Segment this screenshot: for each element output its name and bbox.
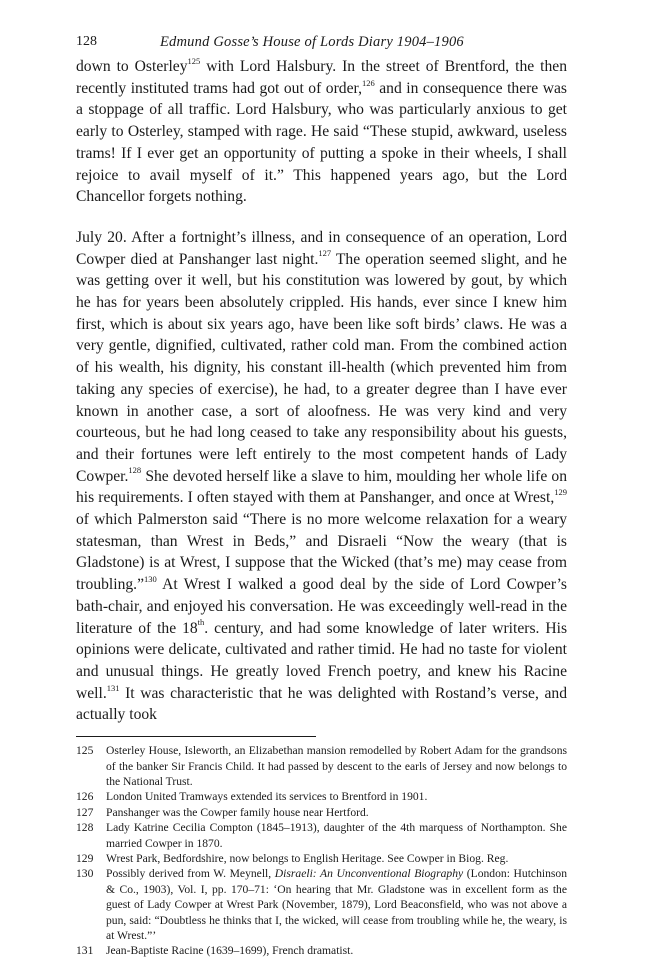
text-run: It was characteristic that he was delighted with Rostand’s verse, and actually took [76, 684, 567, 724]
footnote-number: 126 [76, 790, 94, 804]
footnote-text [106, 820, 567, 851]
footnote-ref: 126 [361, 77, 375, 88]
paragraph [76, 227, 567, 726]
footnote-text [106, 851, 567, 866]
italic-title: Disraeli: An Unconventional Biography [274, 867, 464, 881]
footnote-number: 128 [76, 821, 94, 835]
footnote-text [106, 943, 567, 958]
footnote-number: 129 [76, 851, 94, 865]
footnote-text [106, 866, 567, 943]
text-run: Wrest Park, Bedfordshire, now belongs to English Heritage. See Cowper in Biog. Reg. [106, 851, 509, 865]
footnote [76, 943, 567, 958]
text-run: The operation seemed slight, and he was getting over it well, but his constitution was lowered by gout, by which he has for years been absolutely crippled. His hands, ever since I knew him first, which is about six years ago, have been like soft birds’ claws. He was a very gentle, dignified, cultivated, rather cold man. From the combined action of his wealth, his dignity, his constant ill-health (which prevented him from taking any species of exercise), he had, to a greater degree than I have ever known in another case, a sort of aloofness. He was very kind and very courteous, but he had long ceased to take any responsibility about his guests, and their fortunes were left entirely to the most competent hands of Lady Cowper. [76, 250, 567, 485]
footnotes [76, 743, 567, 959]
footnote-number: 130 [76, 867, 94, 881]
footnote-ref: 125 [187, 55, 201, 66]
text-run: and in consequence there was a stoppage of all traffic. Lord Halsbury, who was particularly anxious to get early to Osterley, stamped with rage. He said “These stupid, awkward, useless trams! If I ever get an opportunity of putting a spoke in their wheels, I shall rejoice to avail myself of it.” This happened years ago, but the Lord Chancellor forgets nothing. [76, 79, 567, 206]
footnote [76, 866, 567, 943]
running-header [76, 34, 567, 56]
footnote-number: 125 [76, 744, 94, 758]
footnote [76, 805, 567, 820]
footnote [76, 820, 567, 851]
footnote-ref: 128 [128, 465, 142, 476]
footnote-number: 131 [76, 944, 94, 958]
footnote-rule [76, 736, 316, 737]
footnote-ref: 129 [554, 487, 567, 498]
footnote-text [106, 743, 567, 789]
text-run: Panshanger was the Cowper family house near Hertford. [106, 805, 369, 819]
text-run: Lady Katrine Cecilia Compton (1845–1913), daughter of the 4th marquess of Northampton. She married Cowper in 1870. [106, 821, 567, 850]
text-run: Jean-Baptiste Racine (1639–1699), French dramatist. [106, 944, 354, 958]
footnote-number: 127 [76, 805, 94, 819]
footnote-ref: 130 [144, 573, 157, 584]
text-run: . century, and had some knowledge of later writers. His opinions were delicate, cultivated and rather timid. He had no taste for violent and unusual things. He greatly loved French poetry, and knew his Racine well. [76, 619, 568, 702]
text-run: down to Osterley [76, 58, 188, 75]
footnote [76, 743, 567, 789]
body-text [76, 56, 567, 726]
footnote [76, 851, 567, 866]
text-run: Possibly derived from W. Meynell, [106, 867, 275, 881]
footnote-text [106, 805, 567, 820]
text-run: London United Tramways extended its services to Brentford in 1901. [106, 790, 428, 804]
book-page [76, 34, 567, 959]
footnote-text [106, 789, 567, 804]
running-title: Edmund Gosse’s House of Lords Diary 1904–1906 [160, 34, 464, 50]
footnote-ref: 131 [106, 682, 120, 693]
text-run: Osterley House, Isleworth, an Elizabethan mansion remodelled by Robert Adam for the grandsons of the banker Sir Francis Child. It had passed by descent to the earls of Jersey and now belongs to the National Trust. [106, 744, 567, 788]
text-run: (London: Hutchinson & Co., 1903), Vol. I, pp. 170–71: ‘On hearing that Mr. Gladstone was in excellent form as the guest of Lady Cowper at Wrest Park (November, 1879), Lord Beaconsfield, who was not above a pun, said: “Doubtless he thinks that I, the wicked, will cease from troubling while he, the weary, is at Wrest.”’ [106, 867, 567, 942]
footnote [76, 789, 567, 804]
footnote-ref: th [197, 617, 205, 628]
paragraph [76, 56, 567, 208]
page-number: 128 [76, 34, 97, 49]
text-run: July 20. After a fortnight’s illness, and in consequence of an operation, Lord Cowper died at Panshanger last night. [76, 228, 567, 268]
text-run: with Lord Halsbury. In the street of Brentford, the then recently instituted trams had got out of order, [76, 58, 567, 97]
text-run: She devoted herself like a slave to him, moulding her whole life on his requirements. I often stayed with them at Panshanger, and once at Wrest, [76, 467, 567, 507]
footnote-ref: 127 [318, 248, 332, 259]
text-run: of which Palmerston said “There is no more welcome relaxation for a weary statesman, than Wrest in Beds,” and Disraeli “Now the weary (that is Gladstone) is at Wrest, I suppose that the Wicked (that’s me) may cease from troubling.” [76, 511, 567, 594]
text-run: At Wrest I walked a good deal by the side of Lord Cowper’s bath-chair, and enjoyed his conversation. He was exceedingly well-read in the literature of the 18 [76, 576, 567, 637]
